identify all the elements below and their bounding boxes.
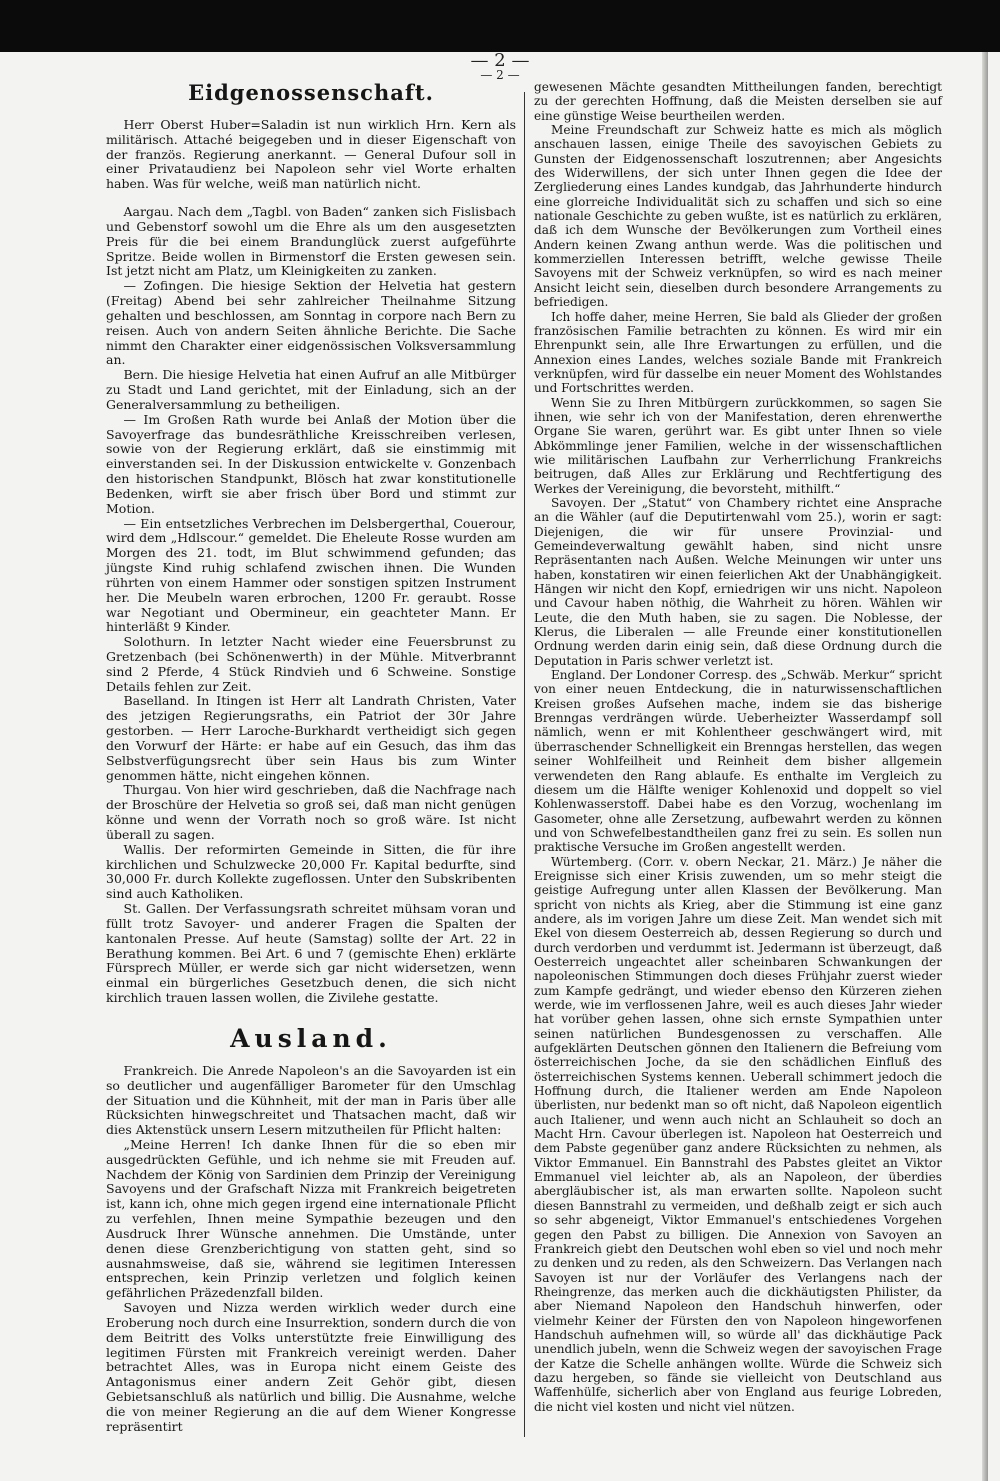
quote-continuation: gewesenen Mächte gesandten Mittheilungen fanden, berechtigt zu der gerechten Hoffnung, daß die Meisten derselben sie auf eine günstige Weise beurtheilen werden.	[534, 80, 942, 123]
article-baselland: Baselland. In Itingen ist Herr alt Landrath Christen, Vater des jetzigen Regierungsraths, ein Patriot der 30r Jahre gestorben. — Herr Laroche-Burkhardt vertheidigt sich gegen den Vorwurf der Härte: er habe auf ein Gesuch, das ihm das Selbstverfügungsrecht über sein Haus bis zum Winter genommen hätte, nicht eingehen können.	[106, 693, 516, 783]
article-bern: Bern. Die hiesige Helvetia hat einen Aufruf an alle Mitbürger zu Stadt und Land gerichtet, mit der Einladung, sich an der Generalversammlung zu betheiligen.	[106, 367, 516, 412]
article-thurgau: Thurgau. Von hier wird geschrieben, daß die Nachfrage nach der Broschüre der Helvetia so groß sei, daß man nicht genügen könne und wenn der Vorrath noch so groß wäre. Ist nicht überall zu sagen.	[106, 782, 516, 842]
quote-paragraph: Meine Freundschaft zur Schweiz hatte es mich als möglich anschauen lassen, einige Theile des savoyischen Gebiets zu Gunsten der Eidgenossenschaft loszutrennen; aber Angesichts des Widerwillens, der sich unter Ihnen gegen die Idee der Zergliederung eines Landes kundgab, das Jahrhunderte hindurch eine glorreiche Individualität sich zu schaffen und sich so eine nationale Geschichte zu geben wußte, ist es natürlich zu erklären, daß ich dem Wunsche der Bevölkerungen zum Vortheil eines Andern keinen Zwang anthun werde. Was die politischen und kommerziellen Interessen betrifft, welche gewisse Theile Savoyens mit der Schweiz verknüpfen, so wird es nach meiner Ansicht leicht sein, dieselben durch besondere Arrangements zu befriedigen.	[534, 123, 942, 310]
right-column	[534, 80, 942, 1414]
article-st-gallen: St. Gallen. Der Verfassungsrath schreitet mühsam voran und füllt trotz Savoyer- und anderer Fragen die Spalten der kantonalen Presse. Auf heute (Samstag) sollte der Art. 22 in Berathung kommen. Bei Art. 6 und 7 (gemischte Ehen) erklärte Fürsprech Müller, er werde sich gar nicht widersetzen, wenn einmal ein bürgerliches Gesetzbuch denen, die sich nicht kirchlich trauen lassen wollen, die Zivilehe gestatte.	[106, 901, 516, 1006]
quote-paragraph: Savoyen und Nizza werden wirklich weder durch eine Eroberung noch durch eine Insurrektion, sondern durch die von dem Beitritt des Volks unterstützte freie Einwilligung des legitimen Fürsten mit Frankreich vereinigt werden. Daher betrachtet Alles, was in Europa nicht einem Geiste des Antagonismus einer andern Zeit Gehör gibt, diesen Gebietsanschluß als natürlich und billig. Die Ausnahme, welche die von meiner Regierung an die auf dem Wiener Kongresse repräsentirt	[106, 1300, 516, 1434]
newspaper-page	[0, 52, 1000, 1481]
article-england: England. Der Londoner Corresp. des „Schwäb. Merkur“ spricht von einer neuen Entdeckung, die in naturwissenschaftlichen Kreisen großes Aufsehen mache, indem sie das bisherige Brenngas verdrängen würde. Ueberheizter Wasserdampf soll nämlich, wenn er mit Kohlentheer geschwängert wird, mit überraschender Schnelligkeit ein Brenngas herstellen, das wegen seiner Wohlfeilheit und Reinheit dem bisher allgemein verwendeten den Rang ablaufe. Es enthalte im Vergleich zu diesem um die Hälfte weniger Kohlenoxid und doppelt so viel Kohlenwasserstoff. Dabei habe es den Vorzug, wochenlang im Gasometer, ohne alle Zersetzung, aufbewahrt werden zu können und von Schwefelbestandtheilen ganz frei zu sein. Es sollen nun praktische Versuche im Großen angestellt werden.	[534, 668, 942, 855]
quote-paragraph: Wenn Sie zu Ihren Mitbürgern zurückkommen, so sagen Sie ihnen, wie sehr ich von der Manifestation, deren ehrenwerthe Organe Sie waren, gerührt war. Es gibt unter Ihnen so viele Abkömmlinge jener Familien, welche in der wissenschaftlichen wie militärischen Laufbahn zur Verherrlichung Frankreichs beitrugen, daß Alles zur Erklärung und Rechtfertigung des Werkes der Vereinigung, die bevorsteht, mithilft.“	[534, 395, 942, 496]
article-aargau: Aargau. Nach dem „Tagbl. von Baden“ zanken sich Fislisbach und Gebenstorf sowohl um die Ehre als um den ausgesetzten Preis für die bei einem Brandunglück zuerst aufgeführte Spritze. Beide wollen in Birmenstorf die Ersten gewesen sein. Ist jetzt nicht am Platz, um Kleinigkeiten zu zanken.	[106, 204, 516, 279]
article-wallis: Wallis. Der reformirten Gemeinde in Sitten, die für ihre kirchlichen und Schulzwecke 20,000 Fr. Kapital bedurfte, sind 30,000 Fr. durch Kollekte zugeflossen. Unter den Subskribenten sind auch Katholiken.	[106, 841, 516, 902]
article-solothurn: Solothurn. In letzter Nacht wieder eine Feuersbrunst zu Gretzenbach (bei Schönenwerth) in der Mühle. Mitverbrannt sind 2 Pferde, 4 Stück Rindvieh und 6 Schweine. Sonstige Details fehlen zur Zeit.	[106, 634, 516, 694]
section-heading-eidgenossenschaft: Eidgenossenschaft.	[188, 80, 434, 105]
quote-paragraph: „Meine Herren! Ich danke Ihnen für die so eben mir ausgedrückten Gefühle, und ich nehme sie mit Freuden auf. Nachdem der König von Sardinien dem Prinzip der Vereinigung Savoyens und der Grafschaft Nizza mit Frankreich beigetreten ist, kann ich, ohne mich gegen irgend eine internationale Pflicht zu verfehlen, Ihnen meine Sympathie bezeugen und den Ausdruck Ihrer Wünsche annehmen. Die Umstände, unter denen diese Grenzberichtigung von statten geht, sind so ausnahmsweise, daß sie, während sie legitimen Interessen entsprechen, kein Prinzip verletzen und folglich keinen gefährlichen Präzedenzfall bilden.	[106, 1137, 516, 1301]
page-edge	[982, 52, 988, 1481]
page-number: — 2 —	[470, 50, 530, 71]
article-zofingen: — Zofingen. Die hiesige Sektion der Helvetia hat gestern (Freitag) Abend bei sehr zahlreicher Theilnahme Sitzung gehalten und beschlossen, am Sonntag in corpore nach Bern zu reisen. Auch von andern Seiten ähnliche Berichte. Die Sache nimmt den Charakter einer eidgenössischen Volksversammlung an.	[106, 278, 516, 368]
article-wuertemberg: Würtemberg. (Corr. v. obern Neckar, 21. März.) Je näher die Ereignisse sich einer Krisis zuwenden, um so mehr steigt die geistige Aufregung unter allen Klassen der Bevölkerung. Man spricht von nichts als Krieg, aber die Stimmung ist eine ganz andere, als im vorigen Jahre um diese Zeit. Man wendet sich mit Ekel von diesem Oesterreich ab, dessen Regierung so durch und durch verdorben und verdummt ist. Jedermann ist überzeugt, daß Oesterreich ungeachtet aller scheinbaren Schwankungen der napoleonischen Stimmungen doch dieses Frühjahr zuerst wieder zum Kampfe gedrängt, und wieder ebenso den Kürzeren ziehen werde, wie im verflossenen Jahre, weil es auch dieses Jahr wieder hat vorüber gehen lassen, ohne sich ernste Sympathien unter seinen natürlichen Bundesgenossen zu verschaffen. Alle aufgeklärten Deutschen gönnen den Italienern die Befreiung vom österreichischen Joche, da sie den schädlichen Einfluß des österreichischen Systems kennen. Ueberall schimmert jedoch die Hoffnung durch, die Italiener werden am Ende Napoleon überlisten, nur bedenkt man so oft nicht, daß Napoleon eigentlich auch Italiener, und wenn auch nicht an Schlauheit so doch an Macht Hrn. Cavour überlegen ist. Napoleon hat Oesterreich und dem Pabste gegenüber ganz andere Rücksichten zu nehmen, als Viktor Emmanuel. Ein Bannstrahl des Pabstes gleitet an Viktor Emmanuel viel leichter ab, als an Napoleon, der überdies abergläubischer ist, als man erwarten sollte. Napoleon sucht diesen Bannstrahl zu vermeiden, und deßhalb zeigt er sich auch so sehr abgeneigt, Viktor Emmanuel's entschiedenes Vorgehen gegen den Pabst zu billigen. Die Annexion von Savoyen an Frankreich giebt den Deutschen wohl eben so viel und noch mehr zu denken und zu reden, als den Schweizern. Das Verlangen nach Savoyen ist nur der Vorläufer des Verlangens nach der Rheingrenze, das merken auch die dickhäutigsten Philister, da aber Niemand Napoleon den Handschuh hinwerfen, oder vielmehr Keiner der Fürsten den von Napoleon hingeworfenen Handschuh aufnehmen will, so würde all' das dickhäutige Pack unendlich jubeln, wenn die Schweiz wegen der savoyischen Frage der Katze die Schelle anhängen wollte. Würde die Schweiz sich dazu hergeben, so fände sie vielleicht von Deutschland aus Waffenhülfe, sicherlich aber von England aus feurige Lobreden, die nicht viel kosten und nicht viel nützen.	[534, 854, 942, 1414]
article-grosser-rath: — Im Großen Rath wurde bei Anlaß der Motion über die Savoyerfrage das bundesräthliche Kreisschreiben verlesen, sowie von der Regierung erklärt, daß sie einstimmig mit einverstanden sei. In der Diskussion entwickelte v. Gonzenbach den historischen Standpunkt, Blösch hat zwar konstitutionelle Bedenken, wirft sie aber frisch über Bord und stimmt zur Motion.	[106, 411, 516, 516]
article-frankreich: Frankreich. Die Anrede Napoleon's an die Savoyarden ist ein so deutlicher und augenfälliger Barometer für den Umschlag der Situation und die Kühnheit, mit der man in Paris über alle Rücksichten hinwegschreitet und Thatsachen macht, daß wir dies Aktenstück unsern Lesern mitzutheilen für Pflicht halten:	[106, 1062, 516, 1138]
article-paragraph: Herr Oberst Huber=Saladin ist nun wirklich Hrn. Kern als militärisch. Attaché beigegeben und in dieser Eigenschaft von der französ. Regierung anerkannt. — General Dufour soll in einer Privataudienz bei Napoleon sehr viel Worte erhalten haben. Was für welche, weiß man natürlich nicht.	[106, 117, 516, 192]
article-savoyen: Savoyen. Der „Statut“ von Chambery richtet eine Ansprache an die Wähler (auf die Deputirtenwahl vom 25.), worin er sagt: Diejenigen, die wir für unsere Provinzial- und Gemeindeverwaltung gewählt haben, sind nicht unsre Repräsentanten nach Außen. Welche Meinungen wir unter uns haben, konstatiren wir einen feierlichen Akt der Unabhängigkeit. Hängen wir nicht den Kopf, erniedrigen wir uns nicht. Napoleon und Cavour haben nöthig, die Wahrheit zu hören. Wählen wir Leute, die den Muth haben, sie zu sagen. Die Noblesse, der Klerus, die Liberalen — alle Freunde einer konstitutionellen Ordnung werden darin einig sein, daß diese Ordnung durch die Deputation in Paris schwer verletzt ist.	[534, 495, 942, 668]
left-column	[106, 80, 516, 1435]
article-verbrechen: — Ein entsetzliches Verbrechen im Delsbergerthal, Couerour, wird dem „Hdlscour.“ gemeldet. Die Eheleute Rosse wurden am Morgen des 21. todt, im Blut schwimmend gefunden; das jüngste Kind ruhig schlafend zwischen ihnen. Die Wunden rührten von einem Hammer oder sonstigen spitzen Instrument her. Die Meubeln waren erbrochen, 1200 Fr. geraubt. Rosse war Negotiant und Obermineur, ein geachteter Mann. Er hinterläßt 9 Kinder.	[106, 515, 516, 635]
column-divider	[524, 92, 525, 1437]
page-number-duplicate: — 2 —	[480, 68, 520, 82]
section-heading-ausland: Ausland.	[230, 1023, 392, 1053]
quote-paragraph: Ich hoffe daher, meine Herren, Sie bald als Glieder der großen französischen Familie betrachten zu können. Es wird mir ein Ehrenpunkt sein, alle Ihre Erwartungen zu erfüllen, und die Annexion eines Landes, welches soziale Bande mit Frankreich verknüpfen, wird für dasselbe ein neuer Moment des Wohlstandes und Fortschrittes werden.	[534, 309, 942, 396]
